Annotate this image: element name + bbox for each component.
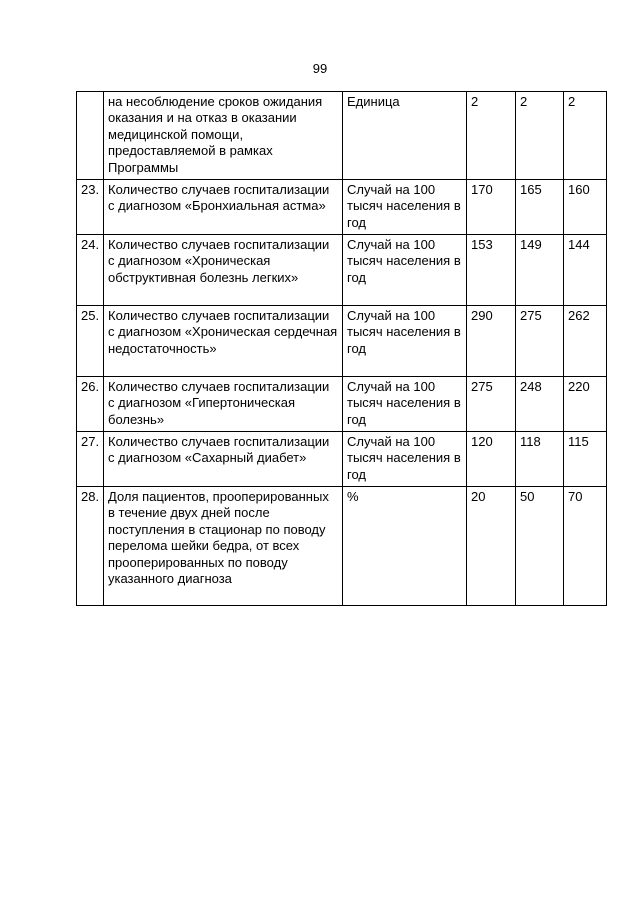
value-year-1: 120 xyxy=(467,432,516,487)
indicators-table xyxy=(76,91,607,606)
value-year-2: 2 xyxy=(516,92,564,180)
row-number: 27. xyxy=(77,432,104,487)
value-year-1: 2 xyxy=(467,92,516,180)
value-year-2: 149 xyxy=(516,235,564,306)
row-number: 25. xyxy=(77,306,104,377)
table-row xyxy=(77,92,607,180)
row-number: 24. xyxy=(77,235,104,306)
value-year-3: 115 xyxy=(564,432,607,487)
value-year-2: 248 xyxy=(516,377,564,432)
unit-of-measure: Случай на 100 тысяч населения в год xyxy=(343,235,467,306)
value-year-1: 275 xyxy=(467,377,516,432)
row-number: 28. xyxy=(77,487,104,606)
indicator-name: Количество случаев госпитализации с диагнозом «Сахарный диабет» xyxy=(104,432,343,487)
value-year-1: 170 xyxy=(467,180,516,235)
table-row xyxy=(77,487,607,606)
indicator-name: на несоблюдение сроков ожидания оказания и на отказ в оказании медицинской помощи, предоставляемой в рамках Программы xyxy=(104,92,343,180)
value-year-1: 20 xyxy=(467,487,516,606)
row-number: 23. xyxy=(77,180,104,235)
value-year-2: 50 xyxy=(516,487,564,606)
unit-of-measure: Единица xyxy=(343,92,467,180)
page-number: 99 xyxy=(312,61,328,76)
table-row xyxy=(77,377,607,432)
indicator-name: Количество случаев госпитализации с диагнозом «Хроническая обструктивная болезнь легких» xyxy=(104,235,343,306)
value-year-1: 153 xyxy=(467,235,516,306)
table-row xyxy=(77,432,607,487)
unit-of-measure: % xyxy=(343,487,467,606)
value-year-2: 275 xyxy=(516,306,564,377)
value-year-2: 165 xyxy=(516,180,564,235)
unit-of-measure: Случай на 100 тысяч населения в год xyxy=(343,180,467,235)
value-year-1: 290 xyxy=(467,306,516,377)
value-year-3: 160 xyxy=(564,180,607,235)
table-row xyxy=(77,306,607,377)
value-year-3: 220 xyxy=(564,377,607,432)
indicator-name: Количество случаев госпитализации с диагнозом «Бронхиальная астма» xyxy=(104,180,343,235)
indicator-name: Количество случаев госпитализации с диагнозом «Гипертоническая болезнь» xyxy=(104,377,343,432)
row-number: 26. xyxy=(77,377,104,432)
value-year-2: 118 xyxy=(516,432,564,487)
value-year-3: 144 xyxy=(564,235,607,306)
indicator-name: Количество случаев госпитализации с диагнозом «Хроническая сердечная недостаточность» xyxy=(104,306,343,377)
value-year-3: 262 xyxy=(564,306,607,377)
unit-of-measure: Случай на 100 тысяч населения в год xyxy=(343,432,467,487)
table-row xyxy=(77,180,607,235)
unit-of-measure: Случай на 100 тысяч населения в год xyxy=(343,306,467,377)
indicator-name: Доля пациентов, прооперированных в течение двух дней после поступления в стационар по поводу перелома шейки бедра, от всех прооперированных по поводу указанного диагноза xyxy=(104,487,343,606)
value-year-3: 70 xyxy=(564,487,607,606)
value-year-3: 2 xyxy=(564,92,607,180)
table-row xyxy=(77,235,607,306)
unit-of-measure: Случай на 100 тысяч населения в год xyxy=(343,377,467,432)
row-number xyxy=(77,92,104,180)
